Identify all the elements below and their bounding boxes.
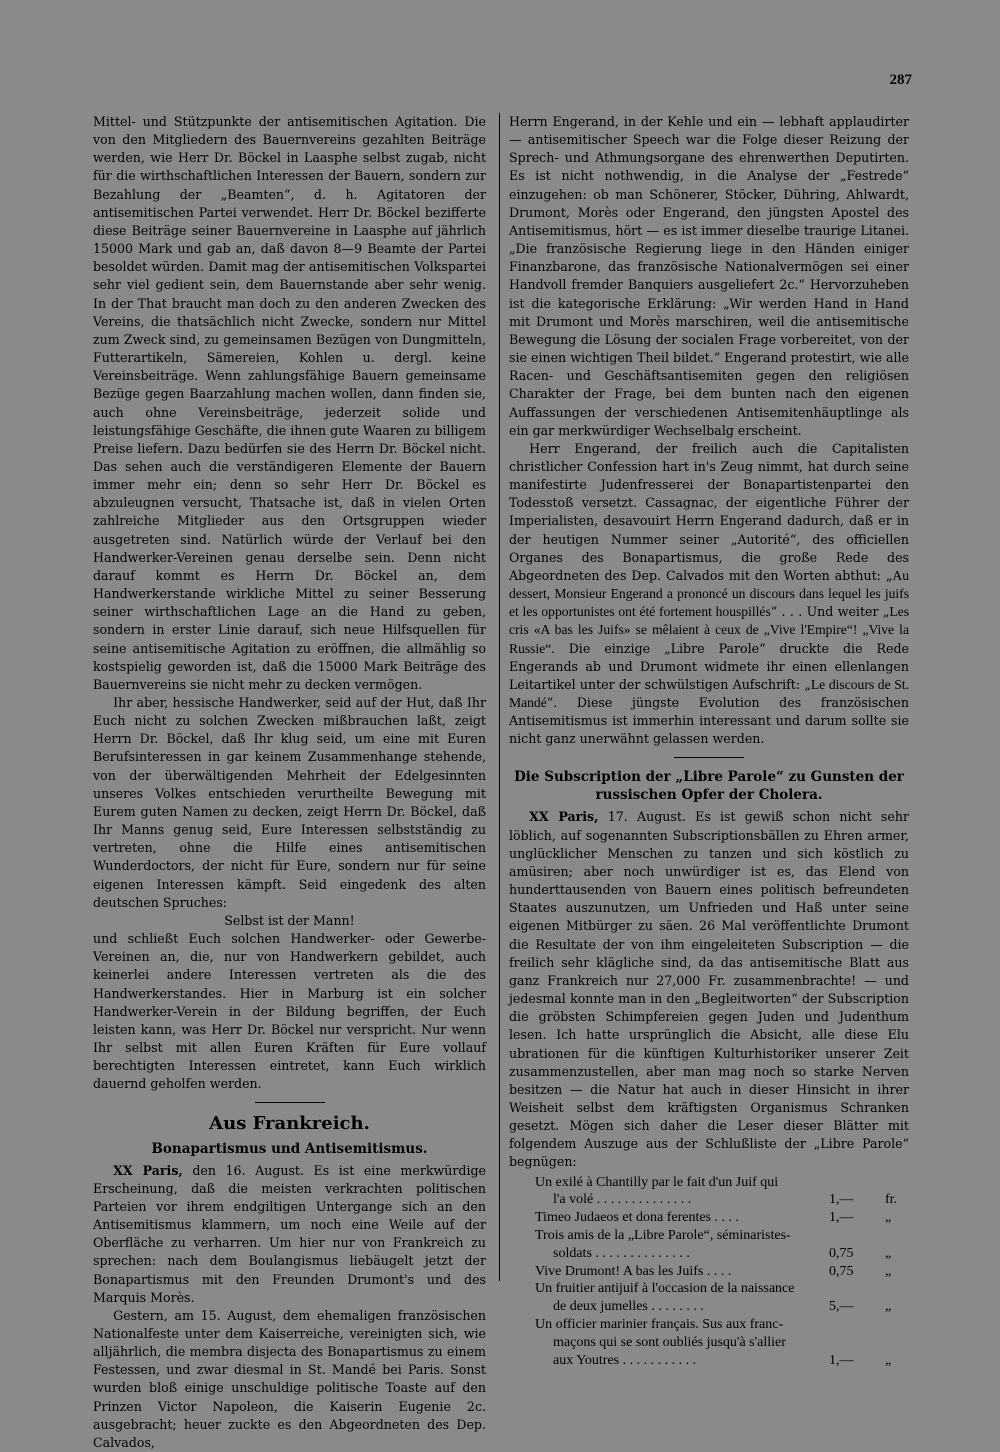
list-item-unit: „ <box>885 1210 892 1226</box>
list-item <box>509 1280 909 1316</box>
left-column <box>93 113 486 1452</box>
list-item-unit: „ <box>885 1299 892 1315</box>
list-item-text: Vive Drumont! A bas les Juifs . . . . <box>535 1263 732 1279</box>
separator-rule <box>674 757 744 758</box>
paragraph <box>509 440 909 749</box>
list-item-amount: 5,— <box>829 1299 854 1315</box>
list-item-text: Timeo Judaeos et dona ferentes . . . . <box>535 1210 739 1226</box>
paragraph: Herrn Engerand, in der Kehle und ein — lebhaft applaudirter — antisemitischer Speech war die Folge dieser Reizung der Sprech- und Athmungsorgane des ehrenwerthen Deputirten. Es ist nicht nothwendig, in die Analyse der „Festrede“ einzugehen: ob man Schönerer, Stöcker, Dühring, Ahlwardt, Drumont, Morès oder Engerand, den jüngsten Apostel des Antisemitismus, hört — es ist immer dieselbe traurige Litanei. „Die französische Regierung liege in den Händen einiger Finanzbarone, das französische Nationalvermögen sei einer Handvoll fremder Banquiers ausgeliefert 2c.“ Hervorzuheben ist die kategorische Erklärung: „Wir werden Hand in Hand mit Drumont und Morès marschiren, weil die antisemitische Bewegung die Lösung der socialen Frage vorbereitet, von der sie einen wichtigen Theil bildet.“ Engerand protestirt, wie alle Racen- und Geschäftsantisemiten gegen den religiösen Charakter der Frage, bei dem bunten nach den eigenen Auffassungen der verschiedenen Antisemitenhäuptlinge als ein gar merkwürdiger Wechselbalg erscheint. <box>509 114 909 438</box>
paragraph: und schließt Euch solchen Handwerker- oder Gewerbe-Vereinen an, die, nur von Handwerkern gebildet, auch keinerlei andere Interessen vertreten als die des Handwerkerstandes. Hier in Marburg ist ein solcher Handwerker-Verein in der Bildung begriffen, der Euch leisten kann, was Herr Dr. Böckel nur verspricht. Nur wenn Ihr selbst mit allen Euren Kräften für Eure vollauf berechtigten Interessen eintretet, kann Euch wirklich dauernd geholfen werden. <box>93 931 486 1092</box>
paragraph: Mittel- und Stützpunkte der antisemitischen Agitation. Die von den Mitgliedern des Bauernvereins gezahlten Beiträge werden, wie Herr Dr. Böckel in Laasphe selbst zugab, nicht für die wirthschaftlichen Interessen der Bauern, sondern zur Bezahlung der „Beamten“, d. h. Agitatoren der antisemitischen Partei verwendet. Herr Dr. Böckel bezifferte diese Beiträge seiner Bauernvereine in Laasphe auf jährlich 15000 Mark und gab an, daß davon 8—9 Beamte der Partei besoldet würden. Damit mag der antisemitischen Volkspartei sehr viel gedient sein, dem Bauernstande aber sehr wenig. In der That braucht man doch zu den anderen Zwecken des Vereins, die thatsächlich nicht Zwecke, sondern nur Mittel zum Zweck sind, zu gemeinsamen Bezügen von Dungmitteln, Futterartikeln, Sämereien, Kohlen u. dergl. keine Vereinsbeiträge. Wenn zahlungsfähige Bauern gemeinsame Bezüge gegen Baarzahlung machen wollen, dann finden sie, auch ohne Vereinsbeiträge, jederzeit solide und leistungsfähige Geschäfte, die ihnen gute Waaren zu billigem Preise liefern. Dazu bedürfen sie des Herrn Dr. Böckel nicht. Das sehen auch die verständigeren Elemente der Bauern immer mehr ein; denn so sehr Herr Dr. Böckel es abzuleugnen versucht, Thatsache ist, daß in vielen Orten zahlreiche Mitglieder aus den Ortsgruppen wieder ausgetreten sind. Natürlich würde der Verlauf bei den Handwerker-Vereinen genau derselbe sein. Denn nicht darauf kommt es Herrn Dr. Böckel an, dem Handwerkerstande wirkliche Mittel zu seiner Besserung seiner wirthschaftlichen Lage an die Hand zu geben, sondern in erster Linie darauf, sich neue Hilfsquellen für seine antisemitische Agitation zu eröffnen, die allmählig so kostspielig geworden ist, daß die 15000 Mark Beiträge des Bauernvereins sie nicht mehr zu decken vermögen. <box>93 114 486 692</box>
list-item-text: Un exilé à Chantilly par le fait d'un Juif qui <box>535 1174 779 1190</box>
list-item-text: Trois amis de la „Libre Parole“, séminaristes- <box>535 1227 791 1243</box>
dateline: XX Paris, <box>529 809 599 825</box>
list-item-text: Un fruitier antijuif à l'occasion de la naissance <box>535 1281 795 1297</box>
article-title: Bonapartismus und Antisemitismus. <box>151 1140 428 1157</box>
paragraph-text: Die einzige „Libre Parole“ druckte die Rede Engerands ab und Drumont widmete ihr einen ellenlangen Leitartikel unter der schwülstigen Aufschrift: „ <box>509 640 909 692</box>
column-divider <box>499 113 500 1281</box>
list-item-unit: fr. <box>885 1192 898 1208</box>
paragraph: Ihr aber, hessische Handwerker, seid auf der Hut, daß Ihr Euch nicht zu solchen Zwecken mißbrauchen laßt, zeigt Herrn Dr. Böckel, daß Ihr klug seid, um eine mit Euren Berufsinteressen in gar keinem Zusammenhange stehende, von der überwältigenden Mehrheit der Edelgesinnten unseres Volkes entschieden verurtheilte Bewegung mit Eurem guten Namen zu decken, zeigt Herrn Dr. Böckel, daß Ihr Manns genug seid, Eure Interessen selbstständig zu vertreten, ohne die Hilfe eines antisemitischen Wunderdoctors, der nicht für Eure, sondern nur für seine eigenen Interessen kämpft. Seid eingedenk des alten deutschen Spruches: <box>93 695 486 910</box>
paragraph-text: “ . . . Und weiter „ <box>770 604 890 620</box>
section-title: Aus Frankreich. <box>209 1113 370 1135</box>
paragraph-text: “. Diese jüngste Evolution des französischen Antisemitismus ist immerhin interessant und darum sollte sie nicht ganz unerwähnt gelassen werden. <box>509 695 909 747</box>
list-item-text: l'a volé . . . . . . . . . . . . . . <box>553 1192 692 1208</box>
paragraph-text: Herr Engerand, der freilich auch die Capitalisten christlicher Confession hart in's Zeug nimmt, hat durch seine manifestirte Judenfresserei der Bonapartistenpartei den Todesstoß versetzt. Cassagnac, der eigentliche Führer der Imperialisten, desavouirt Herrn Engerand dadurch, daß er in der heutigen Nummer seiner „Autorité“, des officiellen Organes des Bonapartismus, die große Rede des Abgeordneten des Dep. Calvados mit den Worten abthut: „ <box>509 440 909 583</box>
list-item-unit: „ <box>885 1263 892 1279</box>
list-item-unit: „ <box>885 1352 892 1368</box>
list-item-text: Un officier marinier français. Sus aux franc- <box>535 1316 784 1332</box>
article-title: Die Subscription der „Libre Parole“ zu Gunsten der russischen Opfer der Cholera. <box>514 769 904 804</box>
list-item <box>509 1209 909 1227</box>
french-quote: Les cris «A bas les Juifs» se mêlaient à ceux de „Vive l'Empire“! „Vive la Russie“. <box>509 604 909 656</box>
list-item-text: maçons qui se sont oubliés jusqu'à s'allier <box>553 1334 786 1350</box>
paragraph-text: 17. August. Es ist gewiß schon nicht sehr löblich, auf sogenannten Subscriptionsbällen zu Ehren armer, unglücklicher Menschen zu tanzen und sich köstlich zu amüsiren; aber noch unwürdiger ist es, das Elend von hunderttausenden von Bauern eines politisch befreundeten Staates auszunutzen, um Unfrieden und Haß unter seine eigenen Mitbürger zu säen. 26 Mal veröffentlichte Drumont die Resultate der von ihm eingeleiteten Subscription — die freilich sehr klägliche sind, da das antisemitische Blatt aus ganz Frankreich nur 27,000 Fr. zusammenbrachte! — und jedesmal konnte man in den „Begleitworten“ der Subscription die gröbsten Schimpfereien gegen Juden und Judenthum lesen. Ich hatte ursprünglich die Absicht, alle diese Elu ubrationen für die künftigen Kulturhistoriker unserer Zeit zusammenzustellen, aber man mag noch so starke Nerven besitzen — die Natur hat auch in dieser Hinsicht in ihrer Weisheit selbst dem kräftigsten Organismus Schranken gesetzt. Mögen sich daher die Leser dieser Blätter mit folgendem Auszuge aus der Schlußliste der „Libre Parole“ begnügen: <box>509 809 909 1170</box>
list-item-amount: 0,75 <box>829 1245 854 1261</box>
paragraph <box>509 808 909 1171</box>
list-item-amount: 0,75 <box>829 1263 854 1279</box>
subscription-list <box>509 1174 909 1370</box>
list-item-text: aux Youtres . . . . . . . . . . . <box>553 1352 697 1368</box>
list-item <box>509 1174 909 1210</box>
list-item <box>509 1227 909 1263</box>
list-item-amount: 1,— <box>829 1192 854 1208</box>
page-number: 287 <box>889 72 912 88</box>
list-item <box>509 1316 909 1369</box>
paragraph: Gestern, am 15. August, dem ehemaligen französischen Nationalfeste unter dem Kaiserreiche, vereinigten sich, wie alljährlich, die membra disjecta des Bonapartismus zu einem Festessen, und zwar diesmal in St. Mandé bei Paris. Sonst wurden bloß einige unschuldige politische Toaste auf den Prinzen Victor Napoleon, die Kaiserin Eugenie 2c. ausgebracht; heuer zuckte es den Abgeordneten des Dep. Calvados, <box>93 1307 486 1450</box>
list-item-unit: „ <box>885 1245 892 1261</box>
right-column <box>509 113 909 1369</box>
list-item-amount: 1,— <box>829 1352 854 1368</box>
list-item-amount: 1,— <box>829 1210 854 1226</box>
list-item-text: soldats . . . . . . . . . . . . . . <box>553 1245 690 1261</box>
quote: Selbst ist der Mann! <box>224 912 355 928</box>
paragraph-text: den 16. August. Es ist eine merkwürdige Erscheinung, daß die meisten verkrachten politischen Parteien vor ihrem endgiltigen Untergange sich an den Antisemitismus klammern, um noch eine Weile auf der Oberfläche zu verharren. Um hier nur von Frankreich zu sprechen: nach dem Boulangismus liebäugelt jetzt der Bonapartismus mit den Freunden Drumont's und des Marquis Morès. <box>93 1162 486 1305</box>
french-quote: Au dessert, Monsieur Engerand a prononcé un discours dans lequel les juifs et les opportunistes ont été fortement houspillés <box>509 567 909 620</box>
list-item <box>509 1263 909 1281</box>
paragraph <box>93 1162 486 1307</box>
separator-rule <box>255 1102 325 1103</box>
list-item-text: de deux jumelles . . . . . . . . <box>553 1299 704 1315</box>
french-quote: Le discours de St. Mandé <box>509 676 909 710</box>
dateline: XX Paris, <box>113 1162 183 1178</box>
